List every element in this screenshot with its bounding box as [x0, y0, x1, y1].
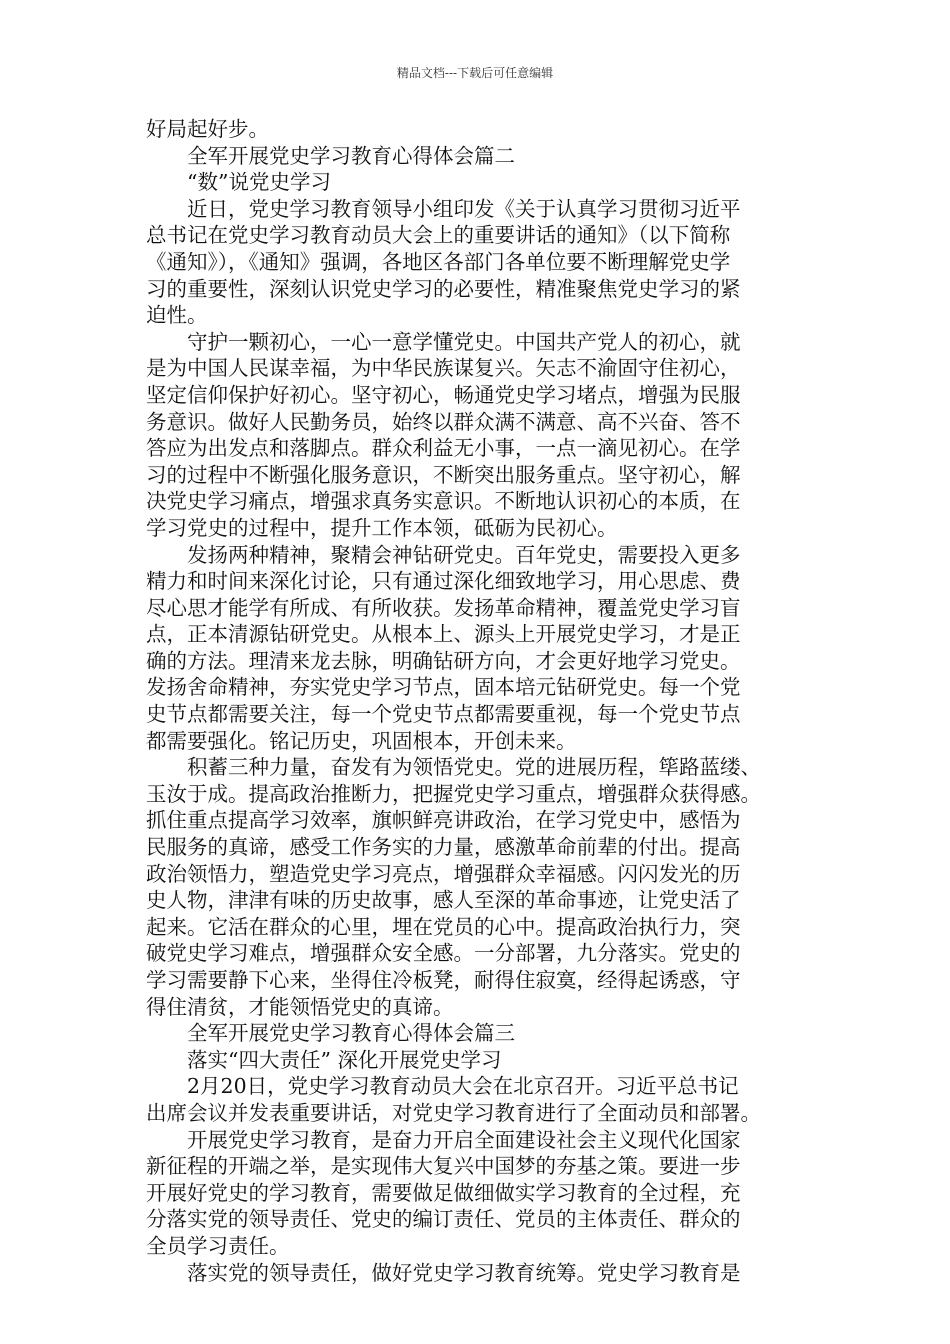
text-line: 决党史学习痛点，增强求真务实意识。不断地认识初心的本质，在: [146, 489, 741, 514]
text-line: 全军开展党史学习教育心得体会篇三: [146, 1021, 515, 1046]
text-line: 开展党史学习教育，是奋力开启全面建设社会主义现代化国家: [146, 1127, 741, 1152]
text-line: 《通知》），《通知》强调，各地区各部门各单位要不断理解党史学: [146, 249, 731, 274]
text-line: 起来。它活在群众的心里，埋在党员的心中。提高政治执行力，突: [146, 914, 741, 939]
text-line: 都需要强化。铭记历史，巩固根本，开创未来。: [146, 728, 577, 753]
text-line: 全军开展党史学习教育心得体会篇二: [146, 143, 515, 168]
text-line: 积蓄三种力量，奋发有为领悟党史。党的进展历程，筚路蓝缕、: [146, 755, 761, 780]
text-line: 分落实党的领导责任、党史的编订责任、党员的主体责任、群众的: [146, 1207, 741, 1232]
text-line: 民服务的真谛，感受工作务实的力量，感激革命前辈的付出。提高: [146, 835, 741, 860]
text-line: 新征程的开端之举，是实现伟大复兴中国梦的夯基之策。要进一步: [146, 1154, 741, 1179]
text-line: 守护一颗初心，一心一意学懂党史。中国共产党人的初心，就: [146, 329, 741, 354]
text-line: 尽心思才能学有所成、有所收获。发扬革命精神，覆盖党史学习盲: [146, 595, 741, 620]
text-line: 精力和时间来深化讨论，只有通过深化细致地学习，用心思虑、费: [146, 569, 741, 594]
text-line: 破党史学习难点，增强群众安全感。一分部署，九分落实。党史的: [146, 941, 741, 966]
text-line: “数”说党史学习: [146, 170, 331, 195]
text-line: 出席会议并发表重要讲话，对党史学习教育进行了全面动员和部署。: [146, 1100, 761, 1125]
text-line: 点，正本清源钻研党史。从根本上、源头上开展党史学习，才是正: [146, 622, 741, 647]
text-line: 史人物，津津有味的历史故事，感人至深的革命事迹，让党史活了: [146, 888, 741, 913]
text-line: 抓住重点提高学习效率，旗帜鲜亮讲政治，在学习党史中，感悟为: [146, 808, 741, 833]
text-line: 确的方法。理清来龙去脉，明确钻研方向，才会更好地学习党史。: [146, 648, 741, 673]
text-line: 习的过程中不断强化服务意识，不断突出服务重点。坚守初心，解: [146, 462, 741, 487]
text-line: 政治领悟力，塑造党史学习亮点，增强群众幸福感。闪闪发光的历: [146, 861, 741, 886]
text-line: 迫性。: [146, 303, 208, 328]
text-line: 坚定信仰保护好初心。坚守初心，畅通党史学习堵点，增强为民服: [146, 382, 741, 407]
text-line: 2月20日，党史学习教育动员大会在北京召开。习近平总书记: [146, 1074, 739, 1099]
document-body: [146, 116, 816, 1286]
text-line: 好局起好步。: [146, 117, 269, 141]
page-header: 精品文档---下载后可任意编辑: [396, 66, 554, 80]
text-line: 总书记在党史学习教育动员大会上的重要讲话的通知》（以下简称: [146, 223, 731, 248]
text-line: 是为中国人民谋幸福，为中华民族谋复兴。矢志不渝固守住初心，: [146, 356, 741, 381]
text-line: 落实“四大责任” 深化开展党史学习: [146, 1047, 502, 1072]
text-line: 史节点都需要关注，每一个党史节点都需要重视，每一个党史节点: [146, 702, 741, 727]
text-line: 落实党的领导责任，做好党史学习教育统筹。党史学习教育是: [146, 1260, 741, 1285]
text-line: 玉汝于成。提高政治推断力，把握党史学习重点，增强群众获得感。: [146, 781, 761, 806]
text-line: 得住清贫，才能领悟党史的真谛。: [146, 994, 454, 1019]
text-line: 发扬舍命精神，夯实党史学习节点，固本培元钻研党史。每一个党: [146, 675, 741, 700]
text-line: 学习党史的过程中，提升工作本领，砥砺为民初心。: [146, 515, 618, 540]
text-line: 近日，党史学习教育领导小组印发《关于认真学习贯彻习近平: [146, 196, 741, 221]
text-line: 学习需要静下心来，坐得住冷板凳，耐得住寂寞，经得起诱惑，守: [146, 968, 741, 992]
text-line: 开展好党史的学习教育，需要做足做细做实学习教育的全过程，充: [146, 1180, 741, 1205]
text-line: 习的重要性，深刻认识党史学习的必要性，精准聚焦党史学习的紧: [146, 276, 741, 301]
text-line: 发扬两种精神，聚精会神钻研党史。百年党史，需要投入更多: [146, 542, 741, 567]
text-line: 务意识。做好人民勤务员，始终以群众满不满意、高不兴奋、答不: [146, 409, 741, 434]
text-line: 全员学习责任。: [146, 1233, 290, 1258]
text-line: 答应为出发点和落脚点。群众利益无小事，一点一滴见初心。在学: [146, 436, 741, 461]
